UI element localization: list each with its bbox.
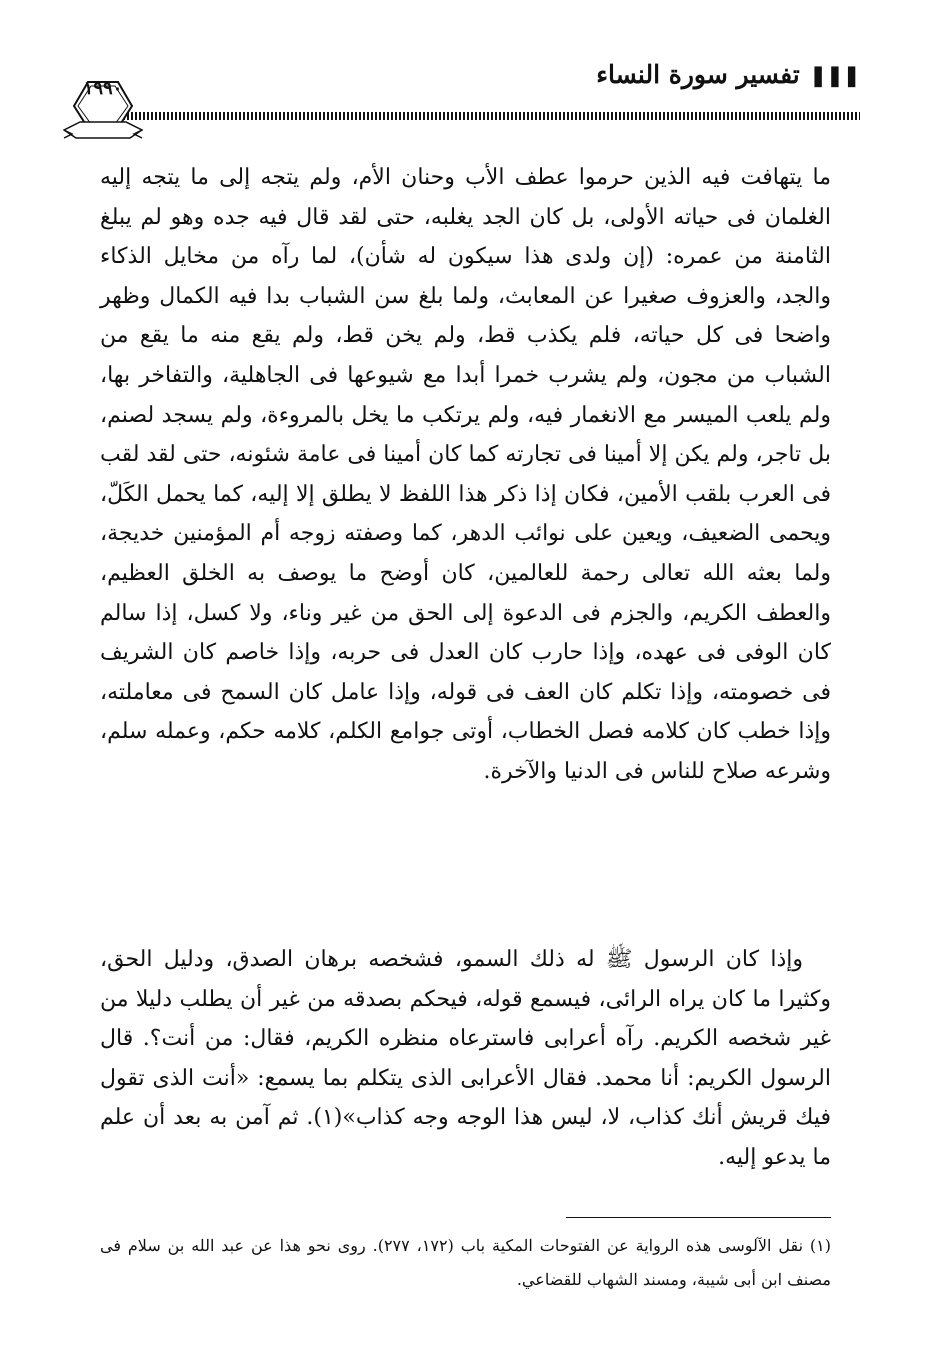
page-header (60, 50, 860, 150)
header-rule (115, 112, 860, 120)
footnote-divider (566, 1217, 831, 1218)
footnote-1: (١) نقل الآلوسى هذه الرواية عن الفتوحات المكية باب (١٧٢، ٢٧٧). روى نحو هذا عن عبد الله بن سلام فى مصنف ابن أبى شيبة، ومسند الشهاب للقضاعي. (100, 1236, 832, 1289)
body-paragraph-1: ما يتهافت فيه الذين حرموا عطف الأب وحنان الأم، ولم يتجه إلى ما يتجه إليه الغلمان فى حياته الأولى، بل كان الجد يغلبه، حتى لقد قال فيه جده وهو لم يبلغ الثامنة من عمره: (إن ولدى هذا سيكون له شأن)، لما رآه من مخايل الذكاء والجد، والعزوف صغيرا عن المعابث، ولما بلغ سن الشباب بدا فيه الكمال وظهر واضحا فى كل حياته، فلم يكذب قط، ولم يخن قط، ولم يقع منه ما يقع من الشباب من مجون، ولم يشرب خمرا أبدا مع شيوعها فى الجاهلية، والتفاخر بها، ولم يلعب الميسر مع الانغمار فيه، ولم يرتكب ما يخل بالمروءة، ولم يسجد لصنم، بل تاجر، ولم يكن إلا أمينا فى تجارته كما كان أمينا فى عامة شئونه، حتى لقد لقب فى العرب بلقب الأمين، فكان إذا ذكر هذا اللفظ لا يطلق إلا إليه، كما يحمل الكَلّ، ويحمى الضعيف، ويعين على نوائب الدهر، كما وصفته زوجه أم المؤمنين خديجة، ولما بعثه الله تعالى رحمة للعالمين، كان أوضح ما يوصف به الخلق العظيم، والعطف الكريم، والجزم فى الدعوة إلى الحق من غير وناء، ولا كسل، إذا سالم كان الوفى فى عهده، وإذا حارب كان العدل فى حربه، وإذا خاصم كان الشريف فى خصومته، وإذا تكلم كان العف فى قوله، وإذا عامل كان السمح فى معاملته، وإذا خطب كان كلامه فصل الخطاب، أوتى جوامع الكلم، كلامه حكم، وعمله سلم، وشرعه صلاح للناس فى الدنيا والآخرة. (100, 165, 831, 784)
ornament-icon: ❚❚❚ (809, 62, 860, 87)
running-title (596, 60, 860, 89)
page-number: ١٩٩٠ (83, 78, 123, 99)
body-paragraph-2: وإذا كان الرسول ﷺ له ذلك السمو، فشخصه برهان الصدق، ودليل الحق، وكثيرا ما كان يراه الرائى، فيسمع قوله، فيحكم بصدقه من غير أن يطلب دليلا من غير شخصه الكريم. رآه أعرابى فاسترعاه منظره الكريم، فقال: من أنت؟. قال الرسول الكريم: أنا محمد. فقال الأعرابى الذى يتكلم بما يسمع: «أنت الذى تقول فيك قريش أنك كذاب، لا، ليس هذا الوجه وجه كذاب»(١). ثم آمن به بعد أن علم ما يدعو إليه. (100, 947, 832, 1170)
running-title-text: تفسير سورة النساء (596, 60, 800, 89)
footnotes (100, 1229, 831, 1297)
